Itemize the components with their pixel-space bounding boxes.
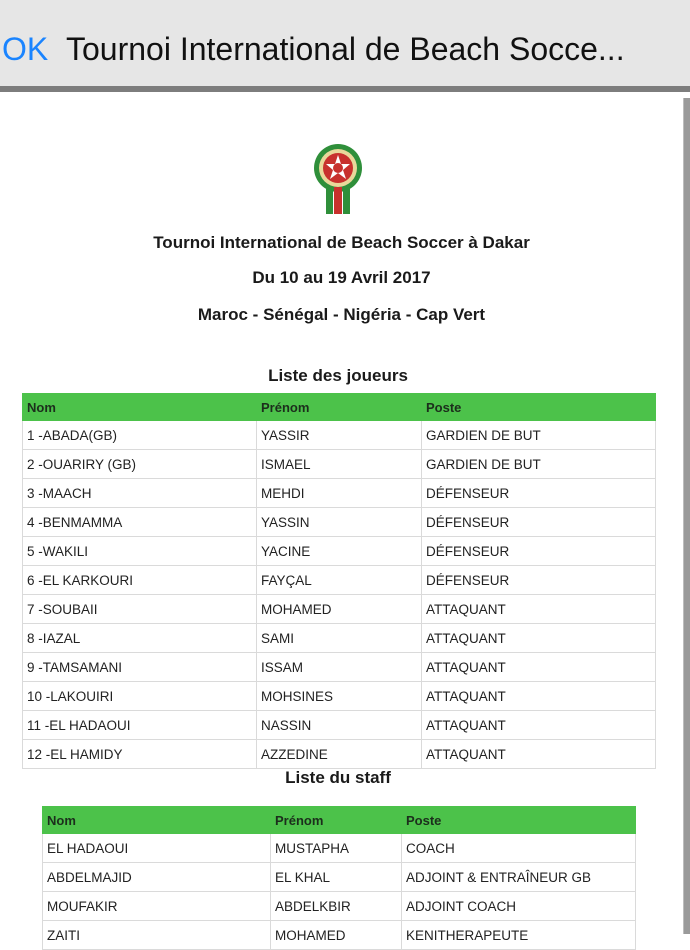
cell-poste: ADJOINT & ENTRAÎNEUR GB [402,863,636,892]
cell-prenom: MEHDI [257,479,422,508]
table-row [43,892,636,921]
cell-nom: 9 -TAMSAMANI [23,653,257,682]
cell-poste: GARDIEN DE BUT [422,450,656,479]
cell-prenom: ABDELKBIR [271,892,402,921]
cell-prenom: ISSAM [257,653,422,682]
table-header-row [43,807,636,834]
column-header-prenom: Prénom [271,807,402,834]
column-header-poste: Poste [402,807,636,834]
cell-poste: COACH [402,834,636,863]
cell-nom: 5 -WAKILI [23,537,257,566]
table-row [23,595,656,624]
document-page[interactable] [0,98,684,943]
cell-prenom: MOHAMED [271,921,402,950]
cell-prenom: ISMAEL [257,450,422,479]
cell-poste: DÉFENSEUR [422,566,656,595]
cell-nom: 11 -EL HADAOUI [23,711,257,740]
cell-prenom: SAMI [257,624,422,653]
table-row [43,921,636,950]
cell-nom: EL HADAOUI [43,834,271,863]
cell-prenom: AZZEDINE [257,740,422,769]
navigation-bar [0,0,690,92]
column-header-poste: Poste [422,394,656,421]
cell-prenom: YASSIR [257,421,422,450]
players-table [22,393,656,769]
cell-nom: 4 -BENMAMMA [23,508,257,537]
table-row [23,479,656,508]
table-row [23,711,656,740]
table-row [23,450,656,479]
cell-poste: ATTAQUANT [422,711,656,740]
table-row [23,682,656,711]
cell-nom: 7 -SOUBAII [23,595,257,624]
cell-nom: ZAITI [43,921,271,950]
cell-poste: DÉFENSEUR [422,537,656,566]
table-row [23,740,656,769]
table-row [23,653,656,682]
cell-prenom: YASSIN [257,508,422,537]
cell-poste: ATTAQUANT [422,624,656,653]
table-row [43,863,636,892]
document-dates: Du 10 au 19 Avril 2017 [252,268,431,287]
column-header-prenom: Prénom [257,394,422,421]
page-edge-shadow [683,98,690,934]
table-row [23,508,656,537]
cell-poste: DÉFENSEUR [422,508,656,537]
document-teams: Maroc - Sénégal - Nigéria - Cap Vert [197,305,486,324]
column-header-nom: Nom [23,394,257,421]
document-title: Tournoi International de Beach Socce... [66,31,625,67]
federation-logo-icon [309,143,367,215]
table-row [23,537,656,566]
cell-prenom: FAYÇAL [257,566,422,595]
cell-nom: 3 -MAACH [23,479,257,508]
cell-poste: ATTAQUANT [422,740,656,769]
cell-nom: 12 -EL HAMIDY [23,740,257,769]
cell-nom: 6 -EL KARKOURI [23,566,257,595]
cell-nom: 8 -IAZAL [23,624,257,653]
ok-button[interactable]: OK [2,31,49,67]
cell-prenom: MUSTAPHA [271,834,402,863]
table-row [23,624,656,653]
cell-nom: 2 -OUARIRY (GB) [23,450,257,479]
column-header-nom: Nom [43,807,271,834]
cell-prenom: MOHSINES [257,682,422,711]
cell-poste: GARDIEN DE BUT [422,421,656,450]
table-row [23,566,656,595]
cell-poste: ATTAQUANT [422,595,656,624]
cell-nom: 1 -ABADA(GB) [23,421,257,450]
cell-nom: MOUFAKIR [43,892,271,921]
staff-table [42,806,636,950]
table-header-row [23,394,656,421]
cell-prenom: MOHAMED [257,595,422,624]
cell-prenom: YACINE [257,537,422,566]
cell-poste: KENITHERAPEUTE [402,921,636,950]
cell-poste: ATTAQUANT [422,682,656,711]
cell-nom: ABDELMAJID [43,863,271,892]
table-row [43,834,636,863]
players-section-title: Liste des joueurs [268,366,408,385]
cell-prenom: NASSIN [257,711,422,740]
staff-section-title: Liste du staff [285,768,391,787]
cell-prenom: EL KHAL [271,863,402,892]
cell-poste: DÉFENSEUR [422,479,656,508]
document-heading: Tournoi International de Beach Soccer à Dakar [153,233,530,252]
cell-nom: 10 -LAKOUIRI [23,682,257,711]
table-row [23,421,656,450]
cell-poste: ATTAQUANT [422,653,656,682]
cell-poste: ADJOINT COACH [402,892,636,921]
